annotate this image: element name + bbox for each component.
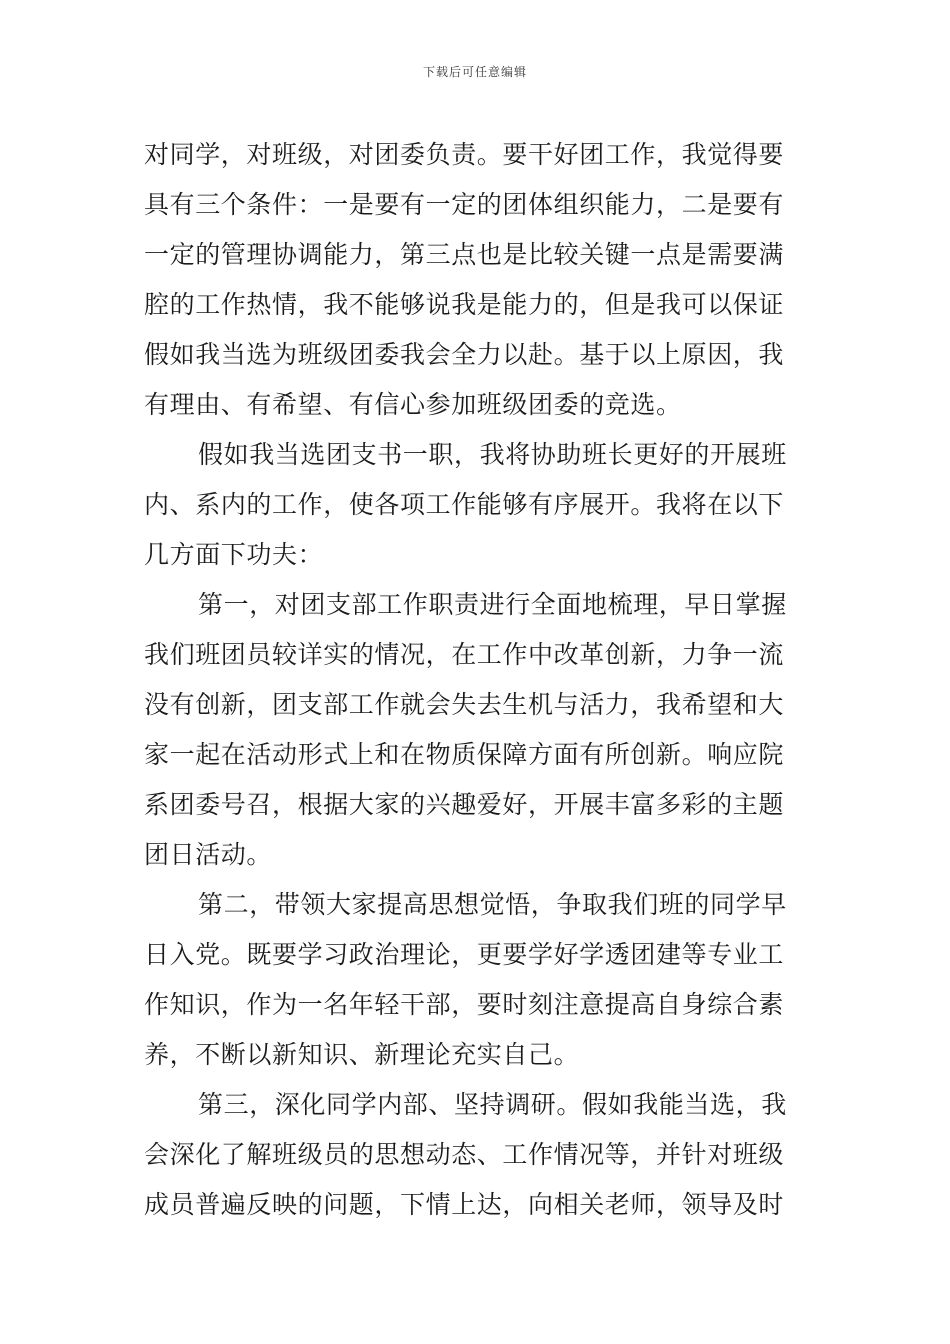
text-line: 第二，带领大家提高思想觉悟，争取我们班的同学早 [198, 890, 787, 919]
text-line: 家一起在活动形式上和在物质保障方面有所创新。响应院 [144, 740, 785, 769]
text-line: 会深化了解班级员的思想动态、工作情况等，并针对班级 [144, 1140, 785, 1169]
text-line: 腔的工作热情，我不能够说我是能力的，但是我可以保证 [144, 290, 785, 319]
text-line: 第三，深化同学内部、坚持调研。假如我能当选，我 [198, 1090, 787, 1119]
text-line: 日入党。既要学习政治理论，更要学好学透团建等专业工 [144, 940, 785, 969]
text-line: 假如我当选团支书一职，我将协助班长更好的开展班 [198, 440, 787, 469]
text-line: 团日活动。 [144, 840, 273, 869]
text-line: 内、系内的工作，使各项工作能够有序展开。我将在以下 [144, 490, 785, 519]
text-line: 作知识，作为一名年轻干部，要时刻注意提高自身综合素 [144, 990, 785, 1019]
text-line: 几方面下功夫： [144, 540, 324, 569]
text-line: 没有创新，团支部工作就会失去生机与活力，我希望和大 [144, 690, 785, 719]
text-line: 系团委号召，根据大家的兴趣爱好，开展丰富多彩的主题 [144, 790, 785, 819]
document-body [144, 130, 808, 1230]
text-line: 具有三个条件：一是要有一定的团体组织能力，二是要有 [144, 190, 785, 219]
text-line: 假如我当选为班级团委我会全力以赴。基于以上原因，我 [144, 340, 785, 369]
text-line: 有理由、有希望、有信心参加班级团委的竞选。 [144, 390, 682, 419]
text-line: 养，不断以新知识、新理论充实自己。 [144, 1040, 580, 1069]
text-line: 我们班团员较详实的情况，在工作中改革创新，力争一流 [144, 640, 785, 669]
text-line: 对同学，对班级，对团委负责。要干好团工作，我觉得要 [144, 140, 785, 169]
text-line: 一定的管理协调能力，第三点也是比较关键一点是需要满 [144, 240, 785, 269]
page-header: 下载后可任意编辑 [422, 65, 527, 79]
text-line: 第一，对团支部工作职责进行全面地梳理，早日掌握 [198, 590, 787, 619]
text-line: 成员普遍反映的问题，下情上达，向相关老师，领导及时 [144, 1190, 785, 1219]
